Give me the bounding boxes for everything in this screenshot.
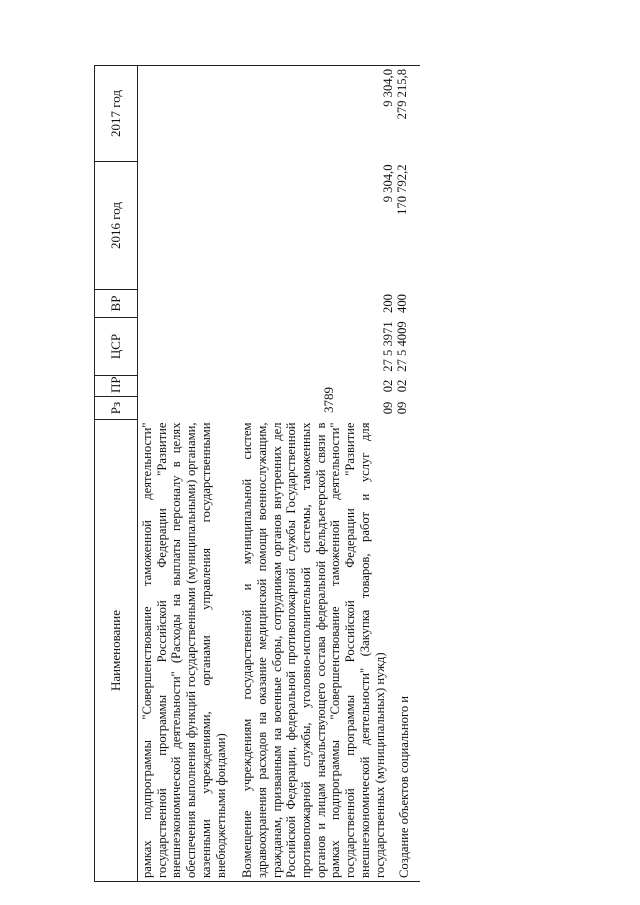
row-rz: 09 [380,401,395,415]
row-vr: 200 [380,294,395,313]
row-pr [138,376,239,397]
row-rz [138,397,239,420]
budget-table-sheet [94,66,570,882]
header-name: Наименование [95,420,138,882]
table-header-row [95,66,138,882]
row-name: Создание объектов социального и [395,420,420,882]
header-pr: ПР [95,376,138,397]
row-2017: 279 215,8 [395,66,420,162]
row-csr: 27 5 3971 [380,321,395,372]
header-2017: 2017 год [95,66,138,162]
row-pr: 02 [380,379,395,393]
header-csr: ЦСР [95,318,138,376]
header-rz: Рз [95,397,138,420]
budget-table [94,65,420,882]
row-2016: 170 792,2 [395,164,410,215]
table-row [238,66,395,882]
row-pr: 02 [395,379,410,393]
row-2017: 9 304,0 [238,66,395,162]
row-2016 [138,162,239,290]
header-2016: 2016 год [95,162,138,290]
row-csr [138,318,239,376]
table-row [395,66,420,882]
row-vr: 400 [395,294,410,313]
header-vr: ВР [95,290,138,318]
row-vr [138,290,239,318]
row-rz: 09 [395,401,410,415]
row-name: Возмещение учреждениям государственной и муниципальной систем здравоохранения расходов на оказание медицинской помощи военнослужащим, гражданам, призванным на военные сборы, сотрудникам органов внутренних дел Российской Федерации, федеральной противопожарной службы Государственной противопожарной службы, уголовно-исполнительной системы, таможенных органов и лицам начальствующего состава федеральной фельдъегерской связи в рамках подпрограммы "Совершенствование таможенной деятельности" государственной программы Российской Федерации "Развитие внешнеэкономической деятельности" (Закупка товаров, работ и услуг для государственных (муниципальных) нужд) [238,420,395,882]
row-2017 [138,66,239,162]
table-row [138,66,239,882]
page-number: 3789 [321,387,336,413]
row-name: рамках подпрограммы "Совершенствование таможенной деятельности" государственной программы Российской Федерации "Развитие внешнеэкономической деятельности" (Расходы на выплаты персоналу в целях обеспечения выполнения функций государственными (муниципальными) органами, казенными учреждениями, органами управления государственными внебюджетными фондами) [138,420,239,882]
row-csr: 27 5 4009 [395,321,410,372]
row-2016: 9 304,0 [380,164,395,203]
